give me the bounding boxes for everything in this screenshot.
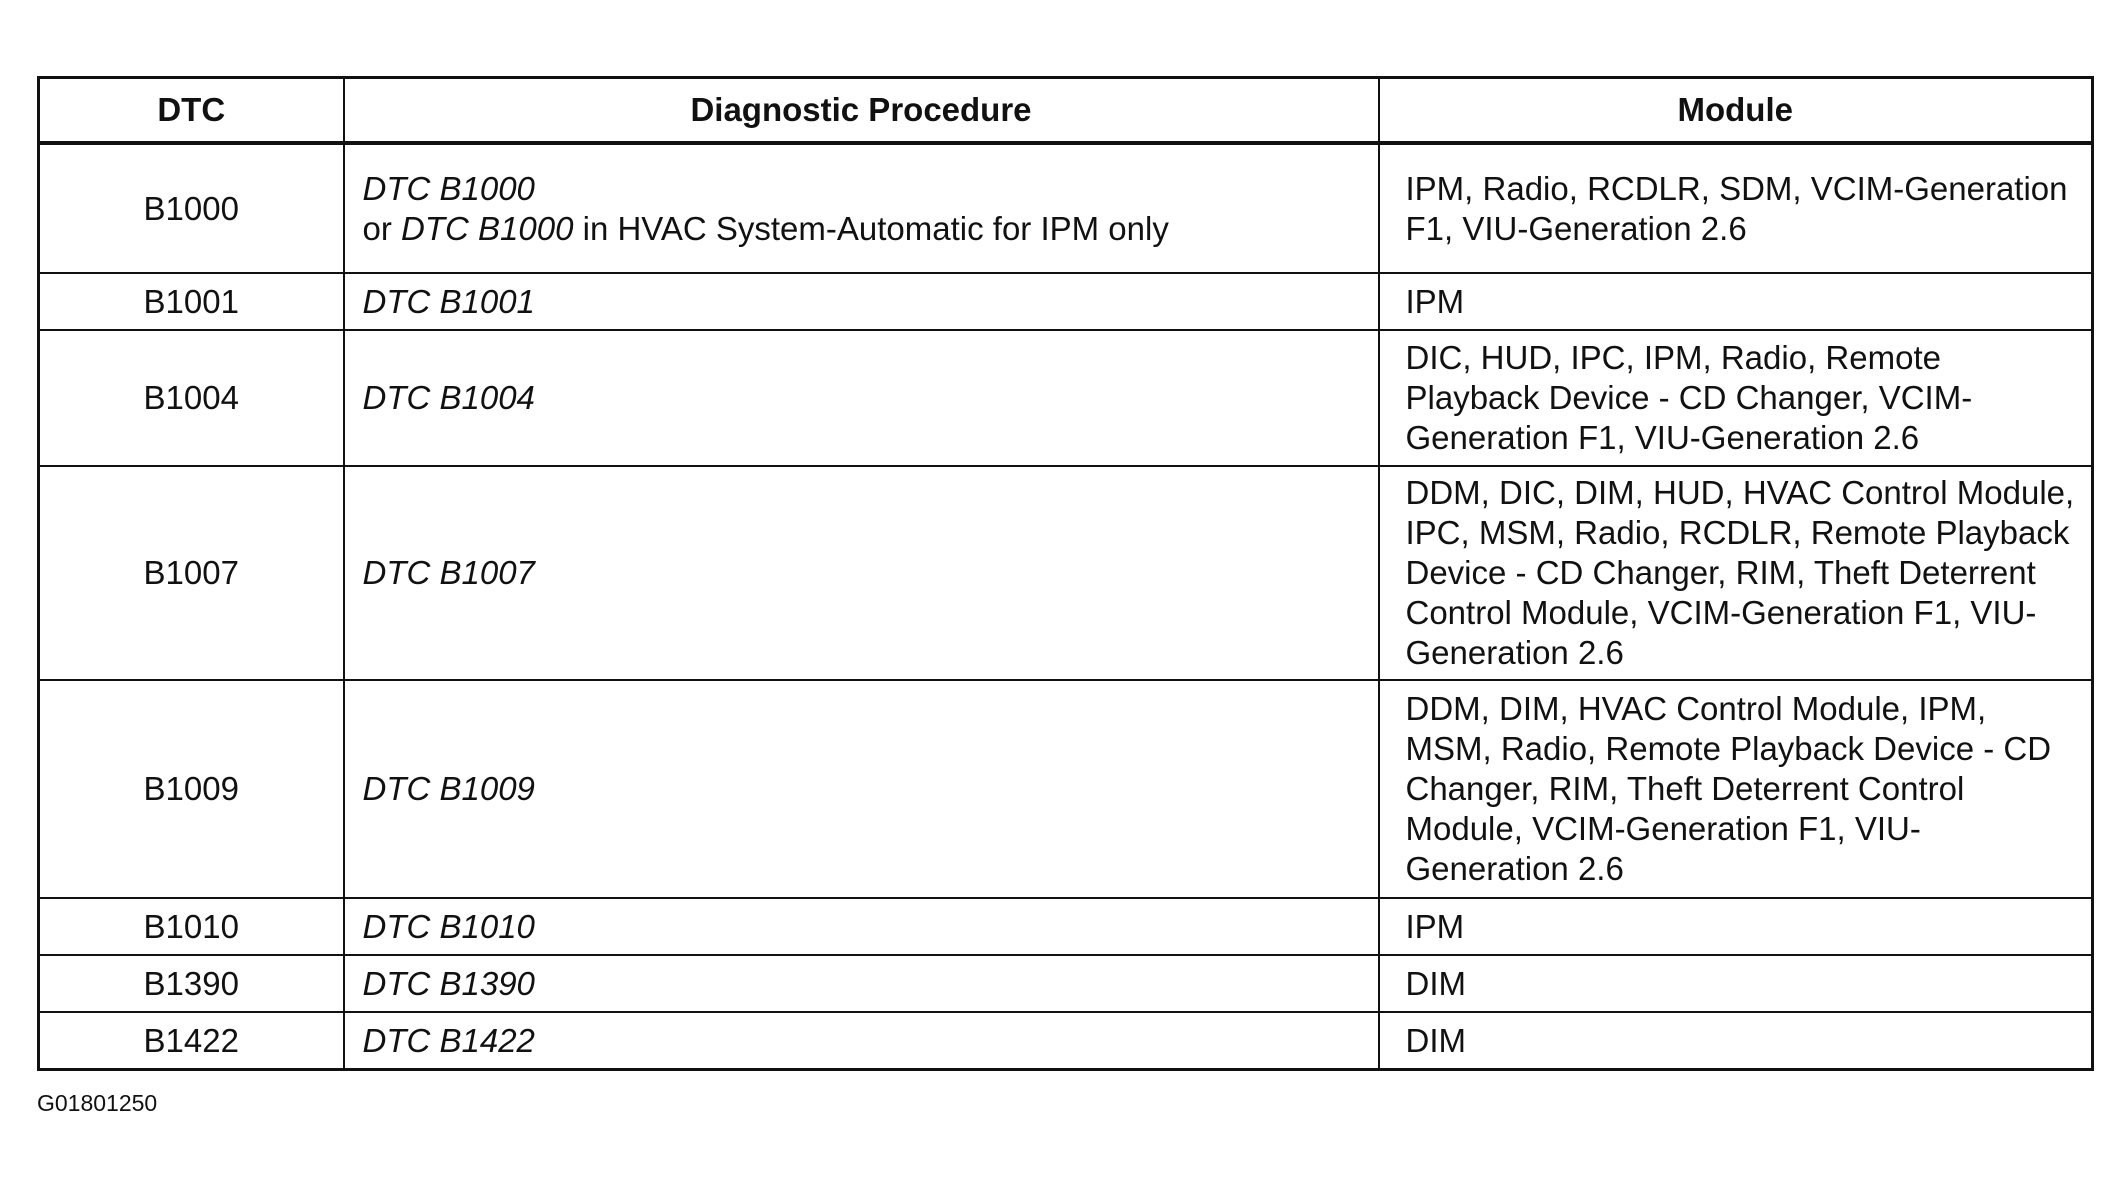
dtc-code: B1422 xyxy=(39,1012,344,1070)
dtc-code: B1001 xyxy=(39,273,344,330)
module-list: IPM xyxy=(1379,273,2093,330)
dtc-code: B1000 xyxy=(39,143,344,273)
table-body xyxy=(39,143,2093,1070)
procedure-cell xyxy=(344,466,1379,680)
procedure-cell xyxy=(344,143,1379,273)
procedure-text: or xyxy=(362,209,402,247)
procedure-link[interactable]: DTC B1000 xyxy=(401,209,574,247)
procedure-link[interactable]: DTC B1422 xyxy=(362,1021,535,1059)
procedure-link[interactable]: DTC B1000 xyxy=(362,169,535,207)
dtc-code: B1390 xyxy=(39,955,344,1012)
dtc-code: B1009 xyxy=(39,680,344,898)
module-list: DIM xyxy=(1379,955,2093,1012)
module-list: DDM, DIC, DIM, HUD, HVAC Control Module, IPC, MSM, Radio, RCDLR, Remote Playback Device - CD Changer, RIM, Theft Deterrent Control Module, VCIM-Generation F1, VIU-Generation 2.6 xyxy=(1379,466,2093,680)
procedure-cell xyxy=(344,955,1379,1012)
header-dtc: DTC xyxy=(39,78,344,144)
module-list: DIC, HUD, IPC, IPM, Radio, Remote Playback Device - CD Changer, VCIM-Generation F1, VIU-Generation 2.6 xyxy=(1379,330,2093,466)
header-procedure: Diagnostic Procedure xyxy=(344,78,1379,144)
dtc-code: B1010 xyxy=(39,898,344,955)
table-row xyxy=(39,680,2093,898)
procedure-line xyxy=(363,169,1378,209)
table-header xyxy=(39,78,2093,144)
table-row xyxy=(39,955,2093,1012)
header-row xyxy=(39,78,2093,144)
procedure-link[interactable]: DTC B1007 xyxy=(362,554,535,591)
procedure-line xyxy=(363,209,1378,249)
table-row xyxy=(39,466,2093,680)
table-row xyxy=(39,273,2093,330)
header-module: Module xyxy=(1379,78,2093,144)
procedure-cell xyxy=(344,1012,1379,1070)
table-row xyxy=(39,898,2093,955)
module-list: DDM, DIM, HVAC Control Module, IPM, MSM, Radio, Remote Playback Device - CD Changer, RIM, Theft Deterrent Control Module, VCIM-Generation F1, VIU-Generation 2.6 xyxy=(1379,680,2093,898)
table-row xyxy=(39,143,2093,273)
dtc-code: B1007 xyxy=(39,466,344,680)
procedure-cell xyxy=(344,273,1379,330)
procedure-text: in HVAC System-Automatic for IPM only xyxy=(573,209,1169,247)
procedure-cell xyxy=(344,680,1379,898)
procedure-link[interactable]: DTC B1390 xyxy=(362,964,535,1002)
table-row xyxy=(39,1012,2093,1070)
procedure-link[interactable]: DTC B1004 xyxy=(362,379,535,416)
dtc-code: B1004 xyxy=(39,330,344,466)
module-list: IPM xyxy=(1379,898,2093,955)
module-list: IPM, Radio, RCDLR, SDM, VCIM-Generation F1, VIU-Generation 2.6 xyxy=(1379,143,2093,273)
procedure-link[interactable]: DTC B1009 xyxy=(362,770,535,807)
module-list: DIM xyxy=(1379,1012,2093,1070)
procedure-link[interactable]: DTC B1010 xyxy=(362,907,535,945)
procedure-link[interactable]: DTC B1001 xyxy=(362,282,535,320)
procedure-cell xyxy=(344,898,1379,955)
procedure-cell xyxy=(344,330,1379,466)
figure-id: G01801250 xyxy=(37,1090,158,1116)
dtc-table xyxy=(37,76,2094,1071)
table-row xyxy=(39,330,2093,466)
